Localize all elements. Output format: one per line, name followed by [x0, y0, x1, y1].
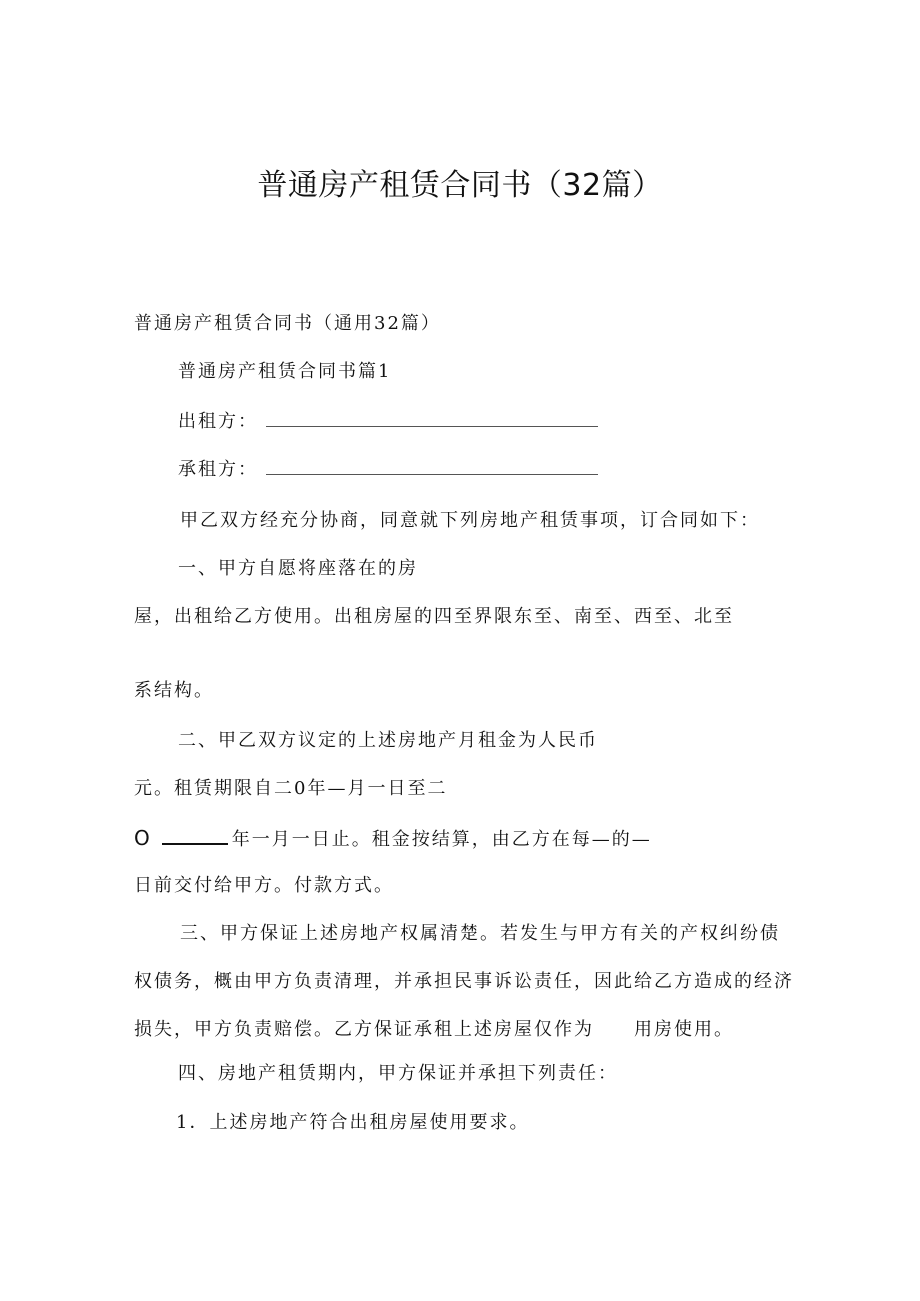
subtitle: 普通房产租赁合同书（通用32篇）: [134, 313, 441, 334]
lessee-blank: [266, 462, 598, 475]
clause-3-line-3-end: 用房使用。: [634, 1019, 734, 1040]
lessor-label: 出租方：: [178, 411, 258, 432]
document-title: 普通房产租赁合同书（32篇）: [257, 168, 663, 203]
lessor-line: [178, 410, 598, 434]
chapter-heading: 普通房产租赁合同书篇1: [178, 361, 392, 382]
clause-3-line-3: [134, 1018, 734, 1042]
clause-3-line-2: 权债务，概由甲方负责清理，并承担民事诉讼责任，因此给乙方造成的经济: [134, 971, 794, 992]
clause-4-item-1: 1．上述房地产符合出租房屋使用要求。: [176, 1112, 530, 1133]
lessee-label: 承租方：: [178, 459, 258, 480]
lessor-blank: [266, 414, 598, 427]
clause-1-line-2: 屋，出租给乙方使用。出租房屋的四至界限东至、南至、西至、北至: [134, 606, 734, 627]
clause-2-line-4: 日前交付给甲方。付款方式。: [134, 875, 394, 896]
intro-paragraph: 甲乙双方经充分协商，同意就下列房地产租赁事项，订合同如下：: [180, 510, 760, 531]
clause-1-line-1: 一、甲方自愿将座落在的房: [178, 558, 418, 579]
clause-4-line-1: 四、房地产租赁期内，甲方保证并承担下列责任：: [178, 1063, 618, 1084]
clause-2-line-3-text: 年一月一日止。租金按结算，由乙方在每—的—: [231, 829, 652, 850]
clause-2-line-1: 二、甲乙双方议定的上述房地产月租金为人民币: [178, 730, 598, 751]
year-blank: [162, 829, 228, 845]
year-prefix: O: [134, 826, 152, 850]
clause-2-line-2: 元。租赁期限自二0年—月一日至二: [134, 778, 448, 799]
clause-3-line-1: 三、甲方保证上述房地产权属清楚。若发生与甲方有关的产权纠纷债: [180, 923, 780, 944]
clause-1-line-3: 系结构。: [134, 680, 214, 701]
clause-3-line-3-text: 损失，甲方负责赔偿。乙方保证承租上述房屋仅作为: [134, 1019, 594, 1040]
lessee-line: [178, 458, 598, 482]
clause-2-line-3: [134, 826, 652, 852]
